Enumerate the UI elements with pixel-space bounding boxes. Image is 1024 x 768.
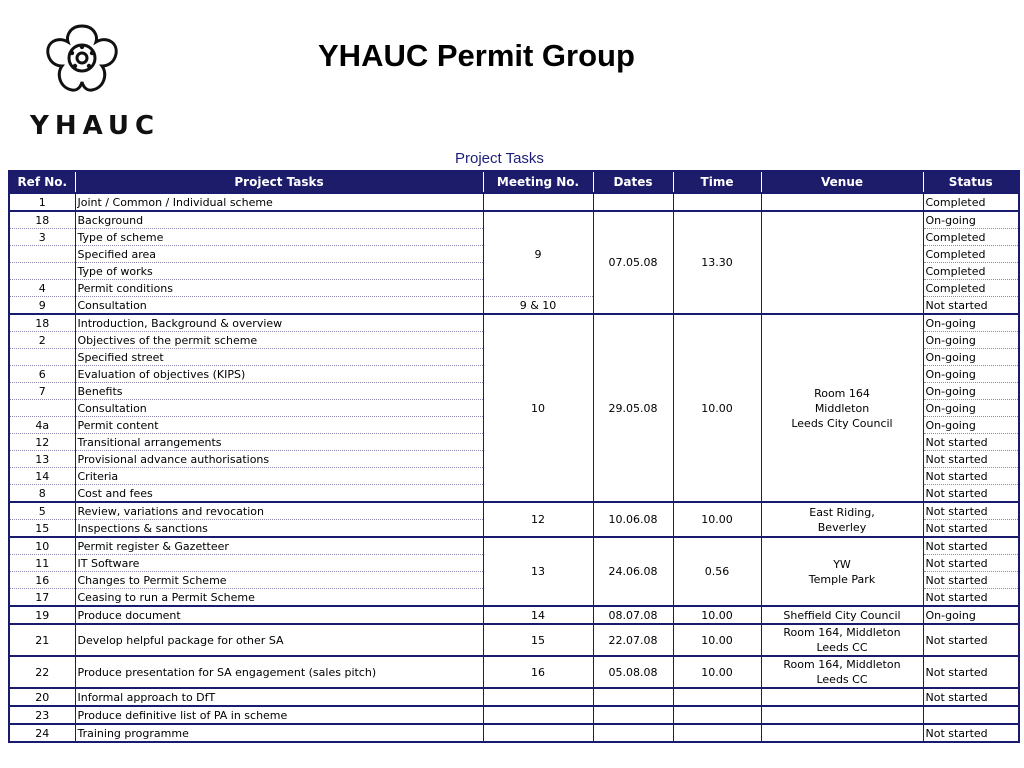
ref-no-cell: 3 [9,229,75,246]
time-cell [673,724,761,742]
ref-no-cell: 4a [9,417,75,434]
meeting-no-cell: 14 [483,606,593,624]
venue-cell [761,724,923,742]
venue-line: Temple Park [808,572,876,586]
status-cell: Not started [923,555,1019,572]
task-cell: Produce definitive list of PA in scheme [75,706,483,724]
ref-no-cell [9,263,75,280]
date-cell [593,688,673,706]
ref-no-cell [9,400,75,417]
status-cell: Not started [923,468,1019,485]
ref-no-cell: 21 [9,624,75,656]
status-cell: Not started [923,624,1019,656]
date-cell [593,193,673,211]
ref-no-cell: 23 [9,706,75,724]
date-cell: 07.05.08 [593,211,673,314]
task-cell: Specified street [75,349,483,366]
project-tasks-table [8,170,1020,743]
task-cell: Consultation [75,297,483,315]
task-cell: Ceasing to run a Permit Scheme [75,589,483,607]
venue-line: Leeds CC [816,673,868,686]
ref-no-cell: 18 [9,314,75,332]
ref-no-cell: 17 [9,589,75,607]
task-cell: Background [75,211,483,229]
task-cell: Provisional advance authorisations [75,451,483,468]
venue-cell [761,624,923,656]
time-cell: 10.00 [673,656,761,688]
ref-no-cell [9,246,75,263]
table-row [9,537,1019,555]
table-header-row [9,171,1019,193]
task-cell: Evaluation of objectives (KIPS) [75,366,483,383]
venue-cell [761,537,923,606]
header-ref-no: Ref No. [9,171,75,193]
task-cell: Consultation [75,400,483,417]
status-cell: On-going [923,211,1019,229]
ref-no-cell: 18 [9,211,75,229]
status-cell: On-going [923,383,1019,400]
task-cell: Type of scheme [75,229,483,246]
ref-no-cell: 9 [9,297,75,315]
ref-no-cell: 11 [9,555,75,572]
header-venue: Venue [761,171,923,193]
ref-no-cell: 8 [9,485,75,503]
table-title: Project Tasks [455,150,544,167]
ref-no-cell: 24 [9,724,75,742]
task-cell: Produce document [75,606,483,624]
task-cell: Produce presentation for SA engagement (sales pitch) [75,656,483,688]
meeting-no-cell: 9 [483,211,593,297]
task-cell: Joint / Common / Individual scheme [75,193,483,211]
date-cell: 10.06.08 [593,502,673,537]
date-cell: 08.07.08 [593,606,673,624]
task-cell: Objectives of the permit scheme [75,332,483,349]
meeting-no-cell [483,724,593,742]
venue-line: Room 164, Middleton [783,658,901,671]
header-dates: Dates [593,171,673,193]
task-cell: Permit content [75,417,483,434]
venue-cell [761,193,923,211]
task-cell: Develop helpful package for other SA [75,624,483,656]
venue-line: YW [833,557,851,571]
page-title: YHAUC Permit Group [318,38,635,73]
table-row [9,656,1019,688]
task-cell: Type of works [75,263,483,280]
date-cell: 24.06.08 [593,537,673,606]
task-cell: Inspections & sanctions [75,520,483,538]
task-cell: Informal approach to DfT [75,688,483,706]
ref-no-cell: 10 [9,537,75,555]
venue-line: Sheffield City Council [783,608,901,622]
task-cell: Cost and fees [75,485,483,503]
venue-line: Leeds City Council [791,416,893,430]
venue-line: Room 164, Middleton [783,626,901,639]
time-cell [673,688,761,706]
meeting-no-cell: 10 [483,314,593,502]
table-row [9,624,1019,656]
ref-no-cell: 13 [9,451,75,468]
yhauc-logo [28,22,161,141]
venue-cell [761,688,923,706]
time-cell [673,706,761,724]
logo-text: YHAUC [30,111,161,141]
status-cell: Not started [923,724,1019,742]
meeting-no-cell [483,706,593,724]
status-cell: On-going [923,332,1019,349]
ref-no-cell: 20 [9,688,75,706]
header-status: Status [923,171,1019,193]
date-cell: 05.08.08 [593,656,673,688]
date-cell [593,724,673,742]
ref-no-cell: 4 [9,280,75,297]
venue-cell [761,211,923,314]
ref-no-cell: 1 [9,193,75,211]
time-cell: 10.00 [673,502,761,537]
task-cell: IT Software [75,555,483,572]
task-cell: Criteria [75,468,483,485]
status-cell: Completed [923,280,1019,297]
status-cell: Not started [923,520,1019,538]
ref-no-cell: 5 [9,502,75,520]
table-row [9,502,1019,520]
status-cell [923,706,1019,724]
header-project-tasks: Project Tasks [75,171,483,193]
status-cell: On-going [923,606,1019,624]
task-cell: Training programme [75,724,483,742]
venue-line: Leeds CC [816,641,868,654]
status-cell: Not started [923,502,1019,520]
ref-no-cell: 22 [9,656,75,688]
table-row [9,606,1019,624]
task-cell: Changes to Permit Scheme [75,572,483,589]
venue-cell [761,606,923,624]
task-cell: Permit conditions [75,280,483,297]
status-cell: Not started [923,537,1019,555]
venue-cell [761,314,923,502]
venue-cell [761,656,923,688]
table-row [9,724,1019,742]
meeting-no-cell: 15 [483,624,593,656]
rose-icon [42,22,122,96]
status-cell: Not started [923,297,1019,315]
status-cell: Not started [923,485,1019,503]
date-cell [593,706,673,724]
status-cell: Completed [923,246,1019,263]
ref-no-cell: 2 [9,332,75,349]
table-row [9,314,1019,332]
status-cell: Not started [923,451,1019,468]
time-cell: 10.00 [673,606,761,624]
ref-no-cell: 12 [9,434,75,451]
status-cell: On-going [923,400,1019,417]
time-cell: 10.00 [673,624,761,656]
status-cell: On-going [923,314,1019,332]
venue-line: East Riding, [809,505,875,519]
time-cell [673,193,761,211]
status-cell: On-going [923,417,1019,434]
ref-no-cell: 7 [9,383,75,400]
ref-no-cell [9,349,75,366]
status-cell: Not started [923,434,1019,451]
table-row [9,211,1019,229]
header-meeting-no: Meeting No. [483,171,593,193]
ref-no-cell: 19 [9,606,75,624]
status-cell: Completed [923,229,1019,246]
venue-line: Room 164 [814,386,870,400]
status-cell: Not started [923,656,1019,688]
table-row [9,706,1019,724]
header-time: Time [673,171,761,193]
venue-line: Middleton [814,401,870,415]
table-row [9,193,1019,211]
meeting-no-cell [483,688,593,706]
meeting-no-cell: 13 [483,537,593,606]
task-cell: Introduction, Background & overview [75,314,483,332]
status-cell: On-going [923,366,1019,383]
task-cell: Benefits [75,383,483,400]
table-body [9,193,1019,742]
ref-no-cell: 15 [9,520,75,538]
date-cell: 22.07.08 [593,624,673,656]
task-cell: Specified area [75,246,483,263]
ref-no-cell: 16 [9,572,75,589]
time-cell: 10.00 [673,314,761,502]
meeting-no-cell: 16 [483,656,593,688]
ref-no-cell: 14 [9,468,75,485]
task-cell: Review, variations and revocation [75,502,483,520]
status-cell: Completed [923,193,1019,211]
date-cell: 29.05.08 [593,314,673,502]
time-cell: 13.30 [673,211,761,314]
meeting-no-cell: 9 & 10 [483,297,593,315]
meeting-no-cell [483,193,593,211]
ref-no-cell: 6 [9,366,75,383]
task-cell: Permit register & Gazetteer [75,537,483,555]
time-cell: 0.56 [673,537,761,606]
meeting-no-cell: 12 [483,502,593,537]
venue-cell [761,706,923,724]
task-cell: Transitional arrangements [75,434,483,451]
status-cell: Not started [923,589,1019,607]
status-cell: Completed [923,263,1019,280]
venue-cell [761,502,923,537]
status-cell: Not started [923,688,1019,706]
status-cell: On-going [923,349,1019,366]
table-row [9,688,1019,706]
venue-line: Beverley [817,520,867,534]
status-cell: Not started [923,572,1019,589]
